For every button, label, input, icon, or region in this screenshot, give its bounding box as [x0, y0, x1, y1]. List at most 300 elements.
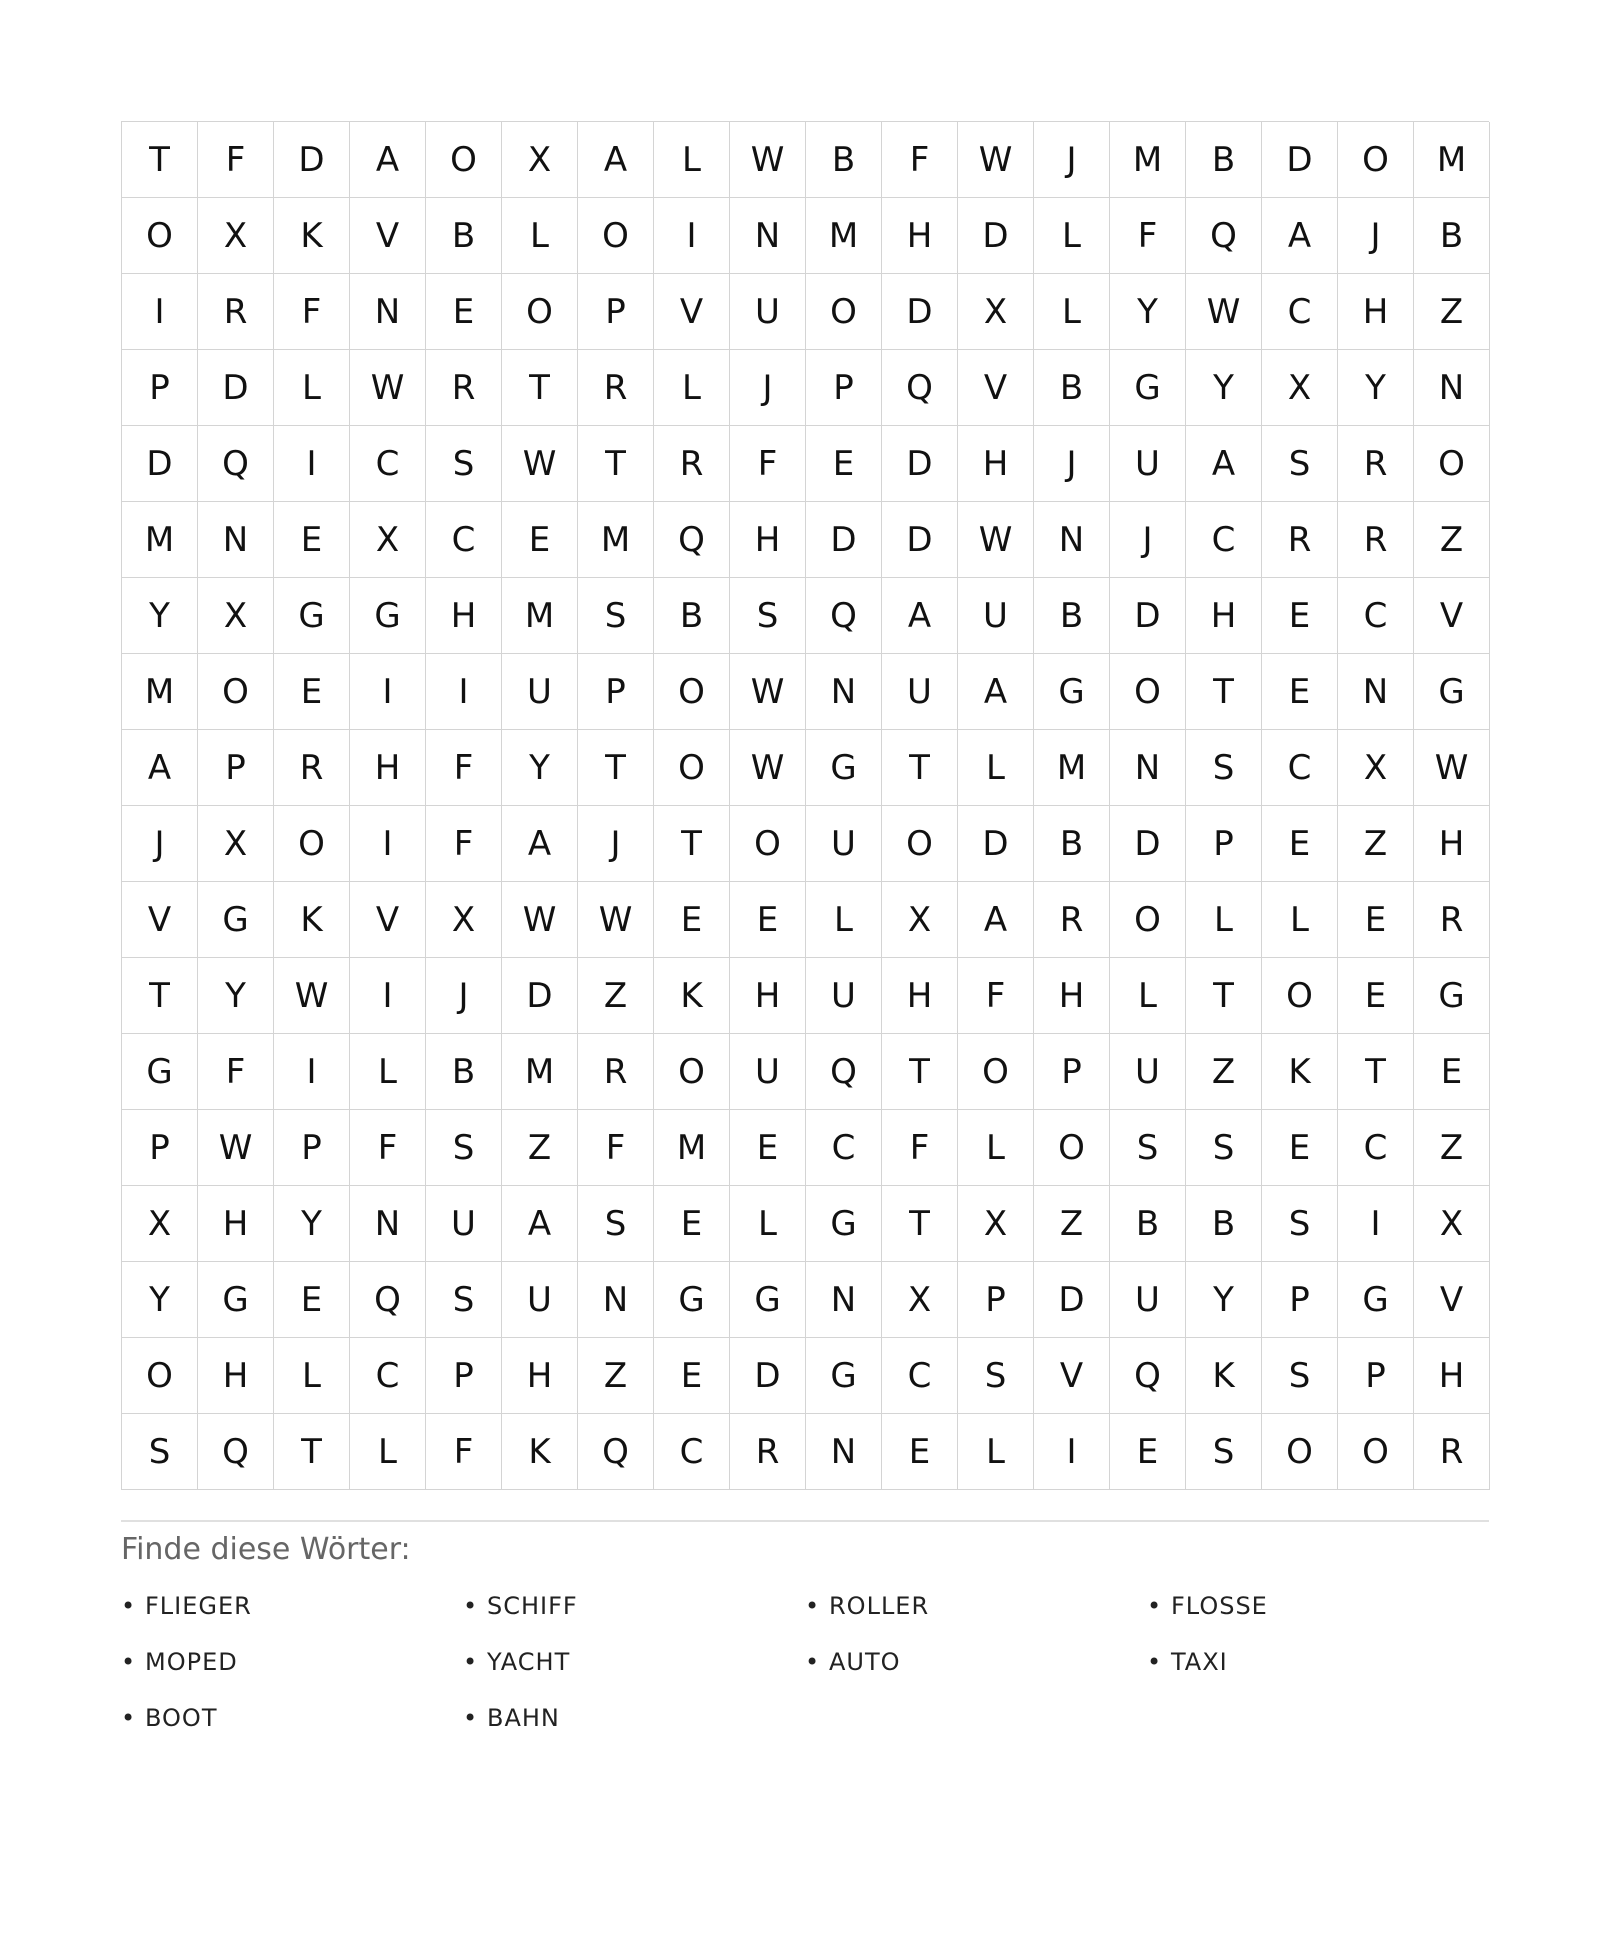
grid-cell[interactable]: M	[122, 654, 198, 730]
grid-cell[interactable]: E	[654, 1186, 730, 1262]
grid-cell[interactable]: V	[654, 274, 730, 350]
grid-cell[interactable]: F	[198, 1034, 274, 1110]
grid-cell[interactable]: X	[198, 578, 274, 654]
grid-cell[interactable]: D	[1110, 806, 1186, 882]
grid-cell[interactable]: H	[1338, 274, 1414, 350]
grid-cell[interactable]: U	[502, 654, 578, 730]
grid-cell[interactable]: C	[654, 1414, 730, 1490]
grid-cell[interactable]: Y	[1186, 1262, 1262, 1338]
grid-cell[interactable]: Y	[198, 958, 274, 1034]
grid-cell[interactable]: O	[958, 1034, 1034, 1110]
grid-cell[interactable]: S	[426, 1262, 502, 1338]
grid-cell[interactable]: Y	[1338, 350, 1414, 426]
grid-cell[interactable]: G	[806, 1338, 882, 1414]
grid-cell[interactable]: I	[274, 1034, 350, 1110]
grid-cell[interactable]: X	[1414, 1186, 1490, 1262]
grid-cell[interactable]: Y	[274, 1186, 350, 1262]
grid-cell[interactable]: A	[958, 882, 1034, 958]
grid-cell[interactable]: E	[1262, 654, 1338, 730]
grid-cell[interactable]: E	[730, 882, 806, 958]
grid-cell[interactable]: C	[350, 1338, 426, 1414]
grid-cell[interactable]: S	[1262, 1186, 1338, 1262]
grid-cell[interactable]: S	[578, 578, 654, 654]
grid-cell[interactable]: M	[502, 1034, 578, 1110]
grid-cell[interactable]: L	[350, 1414, 426, 1490]
grid-cell[interactable]: N	[730, 198, 806, 274]
grid-cell[interactable]: O	[122, 1338, 198, 1414]
grid-cell[interactable]: I	[1034, 1414, 1110, 1490]
grid-cell[interactable]: H	[730, 502, 806, 578]
grid-cell[interactable]: C	[426, 502, 502, 578]
grid-cell[interactable]: Z	[578, 1338, 654, 1414]
grid-cell[interactable]: P	[1338, 1338, 1414, 1414]
grid-cell[interactable]: K	[654, 958, 730, 1034]
grid-cell[interactable]: N	[806, 654, 882, 730]
grid-cell[interactable]: R	[654, 426, 730, 502]
grid-cell[interactable]: B	[1034, 350, 1110, 426]
grid-cell[interactable]: N	[1338, 654, 1414, 730]
grid-cell[interactable]: W	[350, 350, 426, 426]
grid-cell[interactable]: B	[1186, 1186, 1262, 1262]
grid-cell[interactable]: L	[502, 198, 578, 274]
grid-cell[interactable]: H	[502, 1338, 578, 1414]
grid-cell[interactable]: X	[122, 1186, 198, 1262]
grid-cell[interactable]: E	[654, 882, 730, 958]
grid-cell[interactable]: H	[730, 958, 806, 1034]
grid-cell[interactable]: V	[122, 882, 198, 958]
grid-cell[interactable]: P	[122, 350, 198, 426]
grid-cell[interactable]: L	[1262, 882, 1338, 958]
grid-cell[interactable]: O	[806, 274, 882, 350]
grid-cell[interactable]: S	[1262, 426, 1338, 502]
grid-cell[interactable]: N	[1414, 350, 1490, 426]
grid-cell[interactable]: F	[730, 426, 806, 502]
grid-cell[interactable]: E	[274, 654, 350, 730]
grid-cell[interactable]: F	[958, 958, 1034, 1034]
grid-cell[interactable]: W	[1414, 730, 1490, 806]
grid-cell[interactable]: T	[882, 1034, 958, 1110]
grid-cell[interactable]: E	[882, 1414, 958, 1490]
grid-cell[interactable]: D	[1034, 1262, 1110, 1338]
grid-cell[interactable]: B	[426, 1034, 502, 1110]
grid-cell[interactable]: I	[274, 426, 350, 502]
grid-cell[interactable]: Q	[198, 426, 274, 502]
grid-cell[interactable]: O	[502, 274, 578, 350]
grid-cell[interactable]: E	[1262, 1110, 1338, 1186]
grid-cell[interactable]: M	[1034, 730, 1110, 806]
grid-cell[interactable]: G	[122, 1034, 198, 1110]
grid-cell[interactable]: I	[654, 198, 730, 274]
grid-cell[interactable]: E	[730, 1110, 806, 1186]
grid-cell[interactable]: G	[1338, 1262, 1414, 1338]
grid-cell[interactable]: E	[1338, 958, 1414, 1034]
grid-cell[interactable]: O	[654, 654, 730, 730]
grid-cell[interactable]: H	[1414, 1338, 1490, 1414]
grid-cell[interactable]: I	[350, 806, 426, 882]
grid-cell[interactable]: N	[806, 1414, 882, 1490]
grid-cell[interactable]: A	[350, 122, 426, 198]
grid-cell[interactable]: U	[1110, 1262, 1186, 1338]
grid-cell[interactable]: A	[958, 654, 1034, 730]
grid-cell[interactable]: O	[882, 806, 958, 882]
grid-cell[interactable]: N	[198, 502, 274, 578]
grid-cell[interactable]: L	[958, 1414, 1034, 1490]
grid-cell[interactable]: F	[578, 1110, 654, 1186]
grid-cell[interactable]: S	[730, 578, 806, 654]
grid-cell[interactable]: Z	[1186, 1034, 1262, 1110]
grid-cell[interactable]: E	[1262, 806, 1338, 882]
grid-cell[interactable]: J	[578, 806, 654, 882]
grid-cell[interactable]: K	[1262, 1034, 1338, 1110]
grid-cell[interactable]: W	[198, 1110, 274, 1186]
grid-cell[interactable]: R	[1414, 882, 1490, 958]
grid-cell[interactable]: Y	[122, 578, 198, 654]
grid-cell[interactable]: F	[274, 274, 350, 350]
grid-cell[interactable]: H	[198, 1338, 274, 1414]
grid-cell[interactable]: I	[1338, 1186, 1414, 1262]
grid-cell[interactable]: L	[730, 1186, 806, 1262]
grid-cell[interactable]: I	[122, 274, 198, 350]
grid-cell[interactable]: O	[1262, 1414, 1338, 1490]
grid-cell[interactable]: Q	[654, 502, 730, 578]
grid-cell[interactable]: X	[958, 1186, 1034, 1262]
grid-cell[interactable]: P	[426, 1338, 502, 1414]
grid-cell[interactable]: L	[350, 1034, 426, 1110]
grid-cell[interactable]: O	[1110, 654, 1186, 730]
grid-cell[interactable]: V	[350, 882, 426, 958]
grid-cell[interactable]: R	[578, 1034, 654, 1110]
grid-cell[interactable]: C	[350, 426, 426, 502]
grid-cell[interactable]: N	[350, 1186, 426, 1262]
grid-cell[interactable]: D	[806, 502, 882, 578]
grid-cell[interactable]: C	[806, 1110, 882, 1186]
grid-cell[interactable]: R	[1338, 426, 1414, 502]
grid-cell[interactable]: G	[1034, 654, 1110, 730]
grid-cell[interactable]: T	[882, 1186, 958, 1262]
grid-cell[interactable]: E	[806, 426, 882, 502]
grid-cell[interactable]: X	[958, 274, 1034, 350]
grid-cell[interactable]: H	[350, 730, 426, 806]
grid-cell[interactable]: R	[426, 350, 502, 426]
grid-cell[interactable]: W	[958, 122, 1034, 198]
grid-cell[interactable]: N	[350, 274, 426, 350]
grid-cell[interactable]: Y	[1110, 274, 1186, 350]
grid-cell[interactable]: R	[274, 730, 350, 806]
grid-cell[interactable]: B	[1414, 198, 1490, 274]
grid-cell[interactable]: O	[1262, 958, 1338, 1034]
grid-cell[interactable]: J	[426, 958, 502, 1034]
grid-cell[interactable]: U	[882, 654, 958, 730]
grid-cell[interactable]: X	[882, 882, 958, 958]
grid-cell[interactable]: I	[350, 654, 426, 730]
grid-cell[interactable]: D	[502, 958, 578, 1034]
grid-cell[interactable]: B	[426, 198, 502, 274]
grid-cell[interactable]: F	[426, 1414, 502, 1490]
grid-cell[interactable]: I	[426, 654, 502, 730]
grid-cell[interactable]: P	[1034, 1034, 1110, 1110]
grid-cell[interactable]: A	[1186, 426, 1262, 502]
grid-cell[interactable]: J	[122, 806, 198, 882]
grid-cell[interactable]: P	[806, 350, 882, 426]
grid-cell[interactable]: Y	[122, 1262, 198, 1338]
grid-cell[interactable]: C	[882, 1338, 958, 1414]
grid-cell[interactable]: K	[502, 1414, 578, 1490]
grid-cell[interactable]: B	[1034, 806, 1110, 882]
grid-cell[interactable]: D	[122, 426, 198, 502]
grid-cell[interactable]: Q	[1186, 198, 1262, 274]
grid-cell[interactable]: D	[882, 426, 958, 502]
grid-cell[interactable]: W	[730, 654, 806, 730]
grid-cell[interactable]: W	[730, 730, 806, 806]
grid-cell[interactable]: I	[350, 958, 426, 1034]
grid-cell[interactable]: U	[958, 578, 1034, 654]
grid-cell[interactable]: L	[1034, 274, 1110, 350]
grid-cell[interactable]: P	[1262, 1262, 1338, 1338]
grid-cell[interactable]: F	[426, 730, 502, 806]
grid-cell[interactable]: K	[274, 198, 350, 274]
grid-cell[interactable]: U	[426, 1186, 502, 1262]
grid-cell[interactable]: Q	[806, 578, 882, 654]
grid-cell[interactable]: F	[1110, 198, 1186, 274]
grid-cell[interactable]: R	[1338, 502, 1414, 578]
grid-cell[interactable]: P	[1186, 806, 1262, 882]
grid-cell[interactable]: M	[806, 198, 882, 274]
grid-cell[interactable]: H	[1034, 958, 1110, 1034]
grid-cell[interactable]: X	[1338, 730, 1414, 806]
grid-cell[interactable]: D	[958, 198, 1034, 274]
grid-cell[interactable]: T	[1186, 958, 1262, 1034]
grid-cell[interactable]: Q	[1110, 1338, 1186, 1414]
grid-cell[interactable]: J	[730, 350, 806, 426]
grid-cell[interactable]: O	[274, 806, 350, 882]
grid-cell[interactable]: Z	[578, 958, 654, 1034]
grid-cell[interactable]: L	[958, 1110, 1034, 1186]
grid-cell[interactable]: F	[350, 1110, 426, 1186]
grid-cell[interactable]: G	[198, 1262, 274, 1338]
grid-cell[interactable]: C	[1186, 502, 1262, 578]
grid-cell[interactable]: Z	[1414, 1110, 1490, 1186]
grid-cell[interactable]: R	[1414, 1414, 1490, 1490]
grid-cell[interactable]: P	[958, 1262, 1034, 1338]
grid-cell[interactable]: R	[198, 274, 274, 350]
grid-cell[interactable]: V	[1034, 1338, 1110, 1414]
grid-cell[interactable]: M	[1110, 122, 1186, 198]
grid-cell[interactable]: J	[1338, 198, 1414, 274]
grid-cell[interactable]: E	[274, 1262, 350, 1338]
grid-cell[interactable]: V	[1414, 578, 1490, 654]
grid-cell[interactable]: L	[1186, 882, 1262, 958]
grid-cell[interactable]: O	[730, 806, 806, 882]
grid-cell[interactable]: L	[806, 882, 882, 958]
grid-cell[interactable]: A	[1262, 198, 1338, 274]
grid-cell[interactable]: P	[578, 274, 654, 350]
grid-cell[interactable]: T	[1338, 1034, 1414, 1110]
grid-cell[interactable]: Y	[1186, 350, 1262, 426]
grid-cell[interactable]: J	[1034, 426, 1110, 502]
grid-cell[interactable]: B	[1186, 122, 1262, 198]
grid-cell[interactable]: Z	[1338, 806, 1414, 882]
grid-cell[interactable]: D	[730, 1338, 806, 1414]
grid-cell[interactable]: S	[1110, 1110, 1186, 1186]
grid-cell[interactable]: L	[958, 730, 1034, 806]
grid-cell[interactable]: G	[198, 882, 274, 958]
grid-cell[interactable]: A	[122, 730, 198, 806]
grid-cell[interactable]: K	[1186, 1338, 1262, 1414]
grid-cell[interactable]: W	[502, 426, 578, 502]
grid-cell[interactable]: Z	[1414, 502, 1490, 578]
grid-cell[interactable]: G	[1110, 350, 1186, 426]
grid-cell[interactable]: T	[578, 426, 654, 502]
grid-cell[interactable]: S	[426, 1110, 502, 1186]
grid-cell[interactable]: P	[122, 1110, 198, 1186]
grid-cell[interactable]: H	[198, 1186, 274, 1262]
grid-cell[interactable]: L	[654, 122, 730, 198]
grid-cell[interactable]: U	[502, 1262, 578, 1338]
grid-cell[interactable]: G	[806, 1186, 882, 1262]
grid-cell[interactable]: D	[198, 350, 274, 426]
grid-cell[interactable]: A	[578, 122, 654, 198]
grid-cell[interactable]: F	[882, 122, 958, 198]
grid-cell[interactable]: O	[198, 654, 274, 730]
grid-cell[interactable]: Q	[198, 1414, 274, 1490]
grid-cell[interactable]: X	[350, 502, 426, 578]
grid-cell[interactable]: H	[426, 578, 502, 654]
grid-cell[interactable]: H	[882, 198, 958, 274]
grid-cell[interactable]: T	[1186, 654, 1262, 730]
grid-cell[interactable]: T	[882, 730, 958, 806]
grid-cell[interactable]: S	[958, 1338, 1034, 1414]
grid-cell[interactable]: F	[198, 122, 274, 198]
grid-cell[interactable]: J	[1110, 502, 1186, 578]
grid-cell[interactable]: A	[502, 1186, 578, 1262]
grid-cell[interactable]: S	[1186, 1414, 1262, 1490]
grid-cell[interactable]: U	[806, 806, 882, 882]
grid-cell[interactable]: Z	[1414, 274, 1490, 350]
grid-cell[interactable]: U	[1110, 1034, 1186, 1110]
grid-cell[interactable]: S	[1186, 1110, 1262, 1186]
grid-cell[interactable]: C	[1262, 730, 1338, 806]
grid-cell[interactable]: H	[1414, 806, 1490, 882]
grid-cell[interactable]: O	[122, 198, 198, 274]
grid-cell[interactable]: O	[654, 730, 730, 806]
grid-cell[interactable]: H	[958, 426, 1034, 502]
grid-cell[interactable]: M	[578, 502, 654, 578]
grid-cell[interactable]: N	[1034, 502, 1110, 578]
grid-cell[interactable]: L	[1034, 198, 1110, 274]
grid-cell[interactable]: W	[274, 958, 350, 1034]
grid-cell[interactable]: Q	[578, 1414, 654, 1490]
grid-cell[interactable]: E	[1414, 1034, 1490, 1110]
grid-cell[interactable]: A	[882, 578, 958, 654]
grid-cell[interactable]: V	[1414, 1262, 1490, 1338]
grid-cell[interactable]: S	[122, 1414, 198, 1490]
grid-cell[interactable]: U	[806, 958, 882, 1034]
grid-cell[interactable]: Q	[350, 1262, 426, 1338]
grid-cell[interactable]: X	[1262, 350, 1338, 426]
grid-cell[interactable]: Z	[502, 1110, 578, 1186]
grid-cell[interactable]: P	[198, 730, 274, 806]
grid-cell[interactable]: T	[654, 806, 730, 882]
grid-cell[interactable]: R	[1262, 502, 1338, 578]
grid-cell[interactable]: E	[1338, 882, 1414, 958]
grid-cell[interactable]: E	[274, 502, 350, 578]
grid-cell[interactable]: D	[1110, 578, 1186, 654]
grid-cell[interactable]: T	[122, 122, 198, 198]
grid-cell[interactable]: G	[1414, 654, 1490, 730]
grid-cell[interactable]: F	[882, 1110, 958, 1186]
grid-cell[interactable]: Q	[882, 350, 958, 426]
grid-cell[interactable]: Y	[502, 730, 578, 806]
grid-cell[interactable]: V	[958, 350, 1034, 426]
grid-cell[interactable]: O	[426, 122, 502, 198]
grid-cell[interactable]: M	[122, 502, 198, 578]
grid-cell[interactable]: X	[426, 882, 502, 958]
grid-cell[interactable]: L	[274, 1338, 350, 1414]
grid-cell[interactable]: C	[1338, 1110, 1414, 1186]
grid-cell[interactable]: B	[1110, 1186, 1186, 1262]
grid-cell[interactable]: N	[1110, 730, 1186, 806]
grid-cell[interactable]: C	[1338, 578, 1414, 654]
grid-cell[interactable]: O	[1338, 122, 1414, 198]
grid-cell[interactable]: D	[882, 274, 958, 350]
grid-cell[interactable]: G	[654, 1262, 730, 1338]
grid-cell[interactable]: K	[274, 882, 350, 958]
grid-cell[interactable]: O	[578, 198, 654, 274]
grid-cell[interactable]: D	[958, 806, 1034, 882]
grid-cell[interactable]: S	[1186, 730, 1262, 806]
grid-cell[interactable]: D	[1262, 122, 1338, 198]
grid-cell[interactable]: L	[654, 350, 730, 426]
grid-cell[interactable]: G	[730, 1262, 806, 1338]
grid-cell[interactable]: W	[1186, 274, 1262, 350]
grid-cell[interactable]: B	[806, 122, 882, 198]
grid-cell[interactable]: W	[730, 122, 806, 198]
grid-cell[interactable]: X	[198, 198, 274, 274]
grid-cell[interactable]: V	[350, 198, 426, 274]
grid-cell[interactable]: P	[274, 1110, 350, 1186]
grid-cell[interactable]: O	[1110, 882, 1186, 958]
grid-cell[interactable]: M	[502, 578, 578, 654]
grid-cell[interactable]: U	[730, 1034, 806, 1110]
grid-cell[interactable]: J	[1034, 122, 1110, 198]
grid-cell[interactable]: S	[1262, 1338, 1338, 1414]
grid-cell[interactable]: T	[122, 958, 198, 1034]
grid-cell[interactable]: E	[1262, 578, 1338, 654]
grid-cell[interactable]: O	[1338, 1414, 1414, 1490]
grid-cell[interactable]: W	[578, 882, 654, 958]
grid-cell[interactable]: C	[1262, 274, 1338, 350]
grid-cell[interactable]: N	[578, 1262, 654, 1338]
grid-cell[interactable]: W	[958, 502, 1034, 578]
grid-cell[interactable]: S	[426, 426, 502, 502]
grid-cell[interactable]: P	[578, 654, 654, 730]
grid-cell[interactable]: D	[882, 502, 958, 578]
grid-cell[interactable]: E	[654, 1338, 730, 1414]
grid-cell[interactable]: H	[882, 958, 958, 1034]
grid-cell[interactable]: R	[578, 350, 654, 426]
grid-cell[interactable]: G	[806, 730, 882, 806]
grid-cell[interactable]: E	[502, 502, 578, 578]
grid-cell[interactable]: O	[654, 1034, 730, 1110]
grid-cell[interactable]: X	[502, 122, 578, 198]
grid-cell[interactable]: B	[1034, 578, 1110, 654]
grid-cell[interactable]: R	[1034, 882, 1110, 958]
grid-cell[interactable]: G	[1414, 958, 1490, 1034]
grid-cell[interactable]: O	[1414, 426, 1490, 502]
grid-cell[interactable]: S	[578, 1186, 654, 1262]
grid-cell[interactable]: X	[198, 806, 274, 882]
grid-cell[interactable]: L	[274, 350, 350, 426]
